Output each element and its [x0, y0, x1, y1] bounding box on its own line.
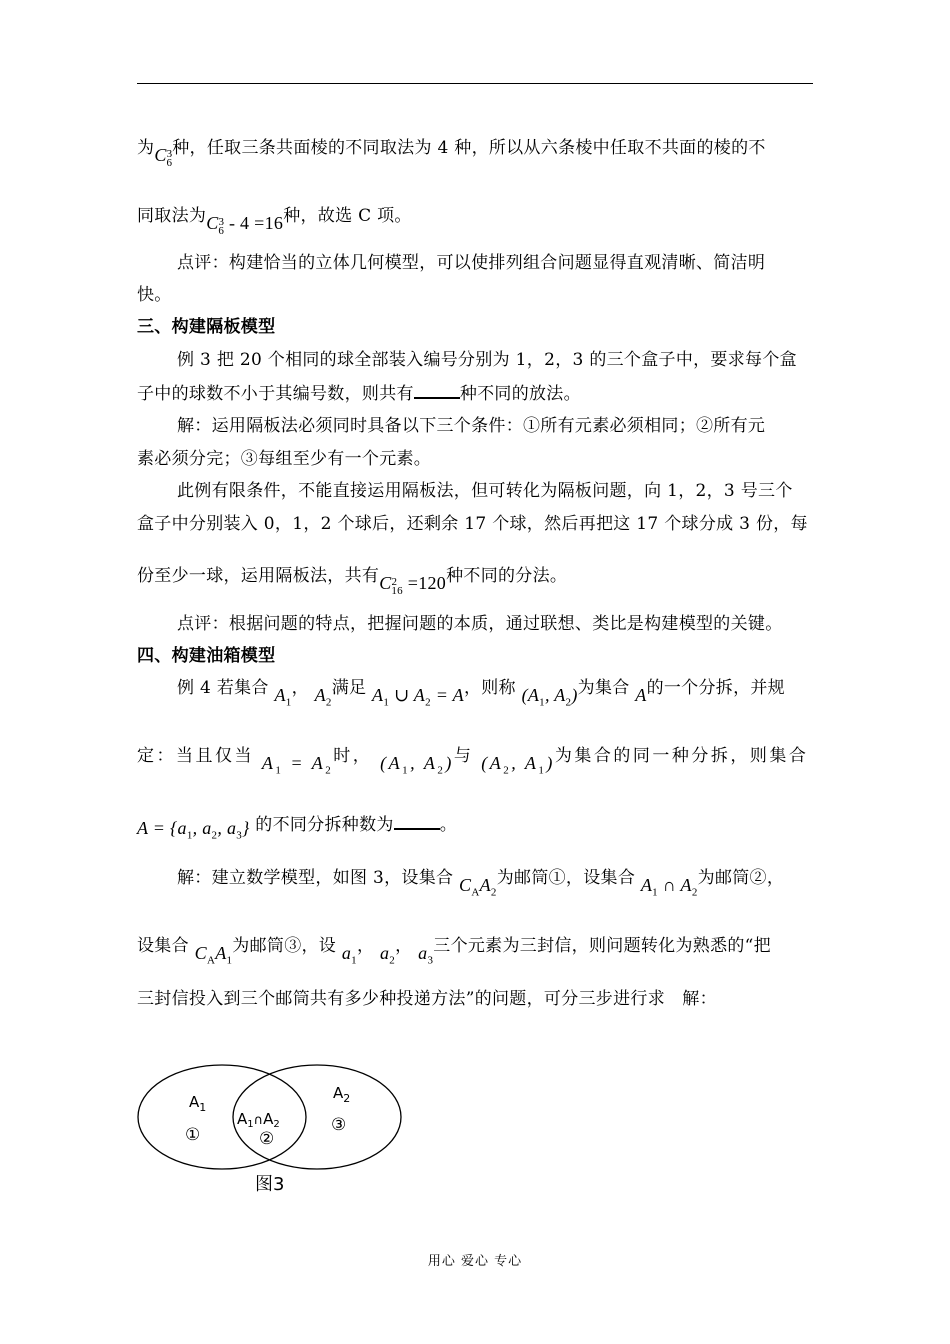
text-line: 解：建立数学模型，如图 3，设集合 $C_AA_2$为邮筒①，设集合 $A_1$ ∩ $A_2$为邮筒②， — [177, 868, 785, 899]
answer-blank — [414, 381, 460, 399]
text-line: 盒子中分别装入 0，1，2 个球后，还剩余 17 个球，然后再把这 17 个球分成 3 份，每 — [137, 514, 808, 534]
text-line: 为$C^3_6$种，任取三条共面棱的不同取法为 4 种，所以从六条棱中任取不共面的棱的不 — [137, 138, 766, 169]
text-line: 点评：构建恰当的立体几何模型，可以使排列组合问题显得直观清晰、简洁明 — [177, 253, 766, 273]
text-line: 份至少一球，运用隔板法，共有$C^2_{16} =120$种不同的分法。 — [137, 566, 568, 597]
page-footer: 用心 爱心 专心 — [427, 1254, 523, 1269]
set-a1-ellipse — [138, 1065, 306, 1169]
text-line: $A = \{a_1$, $a_2$, $a_3$} 的不同分拆种数为 。 — [137, 812, 813, 843]
text-line: 例 4 若集合 $A_1$， $A_2$满足 $A_1$ ∪ $A_2 = A$，则称 ($A_1$, $A_2$)为集合 A的一个分拆，并规 — [177, 678, 785, 709]
region-1-label: ① — [185, 1125, 201, 1145]
text-line: 此例有限条件，不能直接运用隔板法，但可转化为隔板问题，向 1，2，3 号三个 — [177, 481, 793, 501]
text-line: 例 3 把 20 个相同的球全部装入编号分别为 1，2，3 的三个盒子中，要求每个盒 — [177, 350, 797, 370]
math-c162: $C^2_{16} =120$ — [379, 573, 447, 597]
text-line: 解：运用隔板法必须同时具备以下三个条件：①所有元素必须相同；②所有元 — [177, 416, 766, 436]
text-line: 子中的球数不小于其编号数，则共有 种不同的放法。 — [137, 381, 813, 405]
figure-caption: 图3 — [255, 1174, 285, 1195]
region-2-label: ② — [259, 1129, 275, 1149]
text-line: 素必须分完；③每组至少有一个元素。 — [137, 449, 432, 469]
text-line: 同取法为$C^3_6 - 4 =16$种，故选 C 项。 — [137, 206, 412, 237]
text-line: 三封信投入到三个邮筒共有多少种投递方法”的问题，可分三步进行求 解： — [137, 989, 717, 1009]
label-a1: $A_1$ — [189, 1093, 207, 1114]
label-a2: $A_2$ — [333, 1084, 351, 1105]
venn-diagram — [137, 1062, 407, 1172]
region-3-label: ③ — [331, 1115, 347, 1135]
math-c63: $C^3_6$ — [154, 145, 173, 169]
text-line: 定：当且仅当 $A_1 = A_2$时， ($A_1$, $A_2$)与 ($A_2$, $A_1$)为集合的同一种分拆，则集合 — [137, 746, 809, 777]
section-heading: 三、构建隔板模型 — [137, 317, 276, 337]
text-line: 设集合 $C_AA_1$为邮筒③，设 $a_1$， $a_2$， $a_3$三个元素为三封信，则问题转化为熟悉的“把 — [137, 936, 771, 967]
math-c63-minus: $C^3_6 - 4 =16$ — [206, 213, 284, 237]
label-intersection: $A_1\cap A_2$ — [237, 1110, 280, 1130]
text-line: 快。 — [137, 285, 172, 305]
section-heading: 四、构建油箱模型 — [137, 646, 276, 666]
header-rule — [137, 83, 813, 84]
answer-blank — [394, 812, 440, 830]
text-line: 点评：根据问题的特点，把握问题的本质，通过联想、类比是构建模型的关键。 — [177, 614, 783, 634]
